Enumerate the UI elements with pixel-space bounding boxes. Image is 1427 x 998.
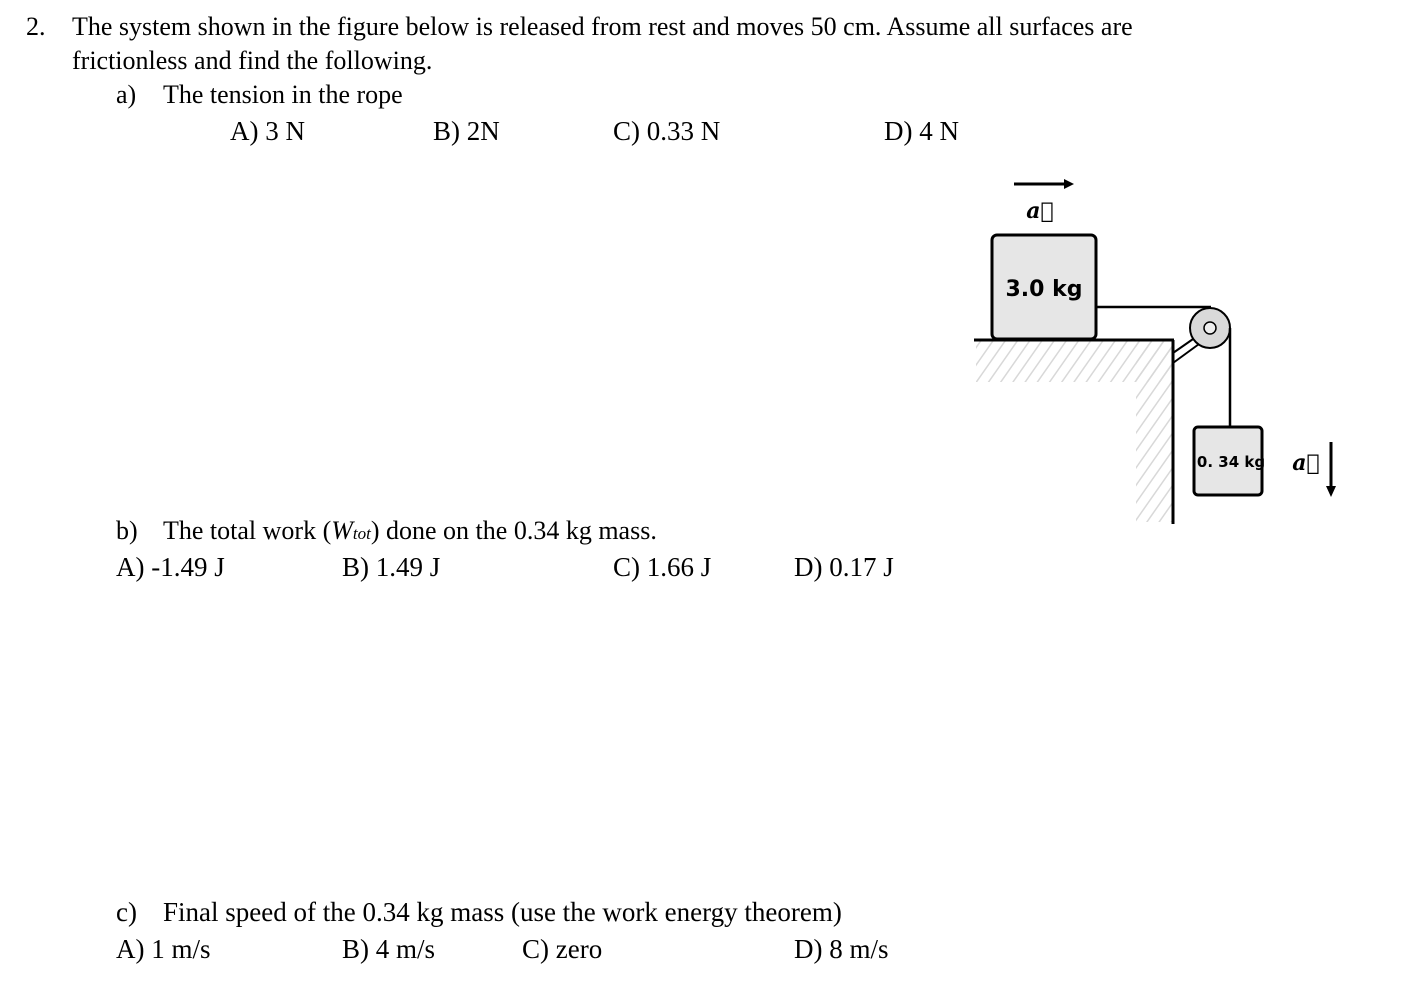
question-number: 2.: [26, 12, 46, 41]
part-b-prompt-before: The total work (: [163, 516, 332, 545]
part-b-prompt-after: ) done on the 0.34 kg mass.: [370, 516, 657, 545]
accel-label-side: a⃗: [1292, 450, 1320, 476]
part-b-subscript: tot: [352, 524, 371, 543]
part-a-letter: a): [116, 80, 137, 109]
part-b-choice-b[interactable]: B) 1.49 J: [342, 552, 441, 582]
part-a-choice-d[interactable]: D) 4 N: [884, 116, 959, 146]
accel-arrowhead-horizontal: [1064, 179, 1074, 189]
block-3kg-label: 3.0 kg: [1005, 277, 1083, 302]
part-b-symbol: W: [331, 516, 353, 545]
question-text-line2: frictionless and find the following.: [72, 46, 433, 75]
part-a-prompt: The tension in the rope: [163, 80, 403, 109]
table-side-texture: [1136, 340, 1172, 522]
part-c-letter: c): [116, 897, 137, 927]
part-a-choice-a[interactable]: A) 3 N: [230, 116, 305, 146]
accel-label-top: a⃗: [1026, 198, 1054, 224]
question-text-line1: The system shown in the figure below is released from rest and moves 50 cm. Assume all surfaces are: [72, 12, 1133, 41]
part-b-choice-a[interactable]: A) -1.49 J: [116, 552, 225, 582]
part-c-prompt: Final speed of the 0.34 kg mass (use the work energy theorem): [163, 897, 842, 927]
part-b-prompt: [163, 518, 657, 544]
pulley-figure: [960, 160, 1350, 540]
pulley-axle: [1204, 322, 1216, 334]
part-c-choice-b[interactable]: B) 4 m/s: [342, 934, 436, 964]
part-b-choice-d[interactable]: D) 0.17 J: [794, 552, 894, 582]
part-a-choice-b[interactable]: B) 2N: [433, 116, 500, 146]
part-a-choice-c[interactable]: C) 0.33 N: [613, 116, 721, 146]
part-c-choice-a[interactable]: A) 1 m/s: [116, 934, 211, 964]
part-b-choice-c[interactable]: C) 1.66 J: [613, 552, 712, 582]
part-c-choice-c[interactable]: C) zero: [522, 934, 603, 964]
block-034kg-label: 0. 34 kg: [1196, 453, 1266, 471]
part-c-choice-d[interactable]: D) 8 m/s: [794, 934, 889, 964]
accel-arrowhead-vertical: [1326, 486, 1336, 497]
part-b-letter: b): [116, 516, 138, 545]
